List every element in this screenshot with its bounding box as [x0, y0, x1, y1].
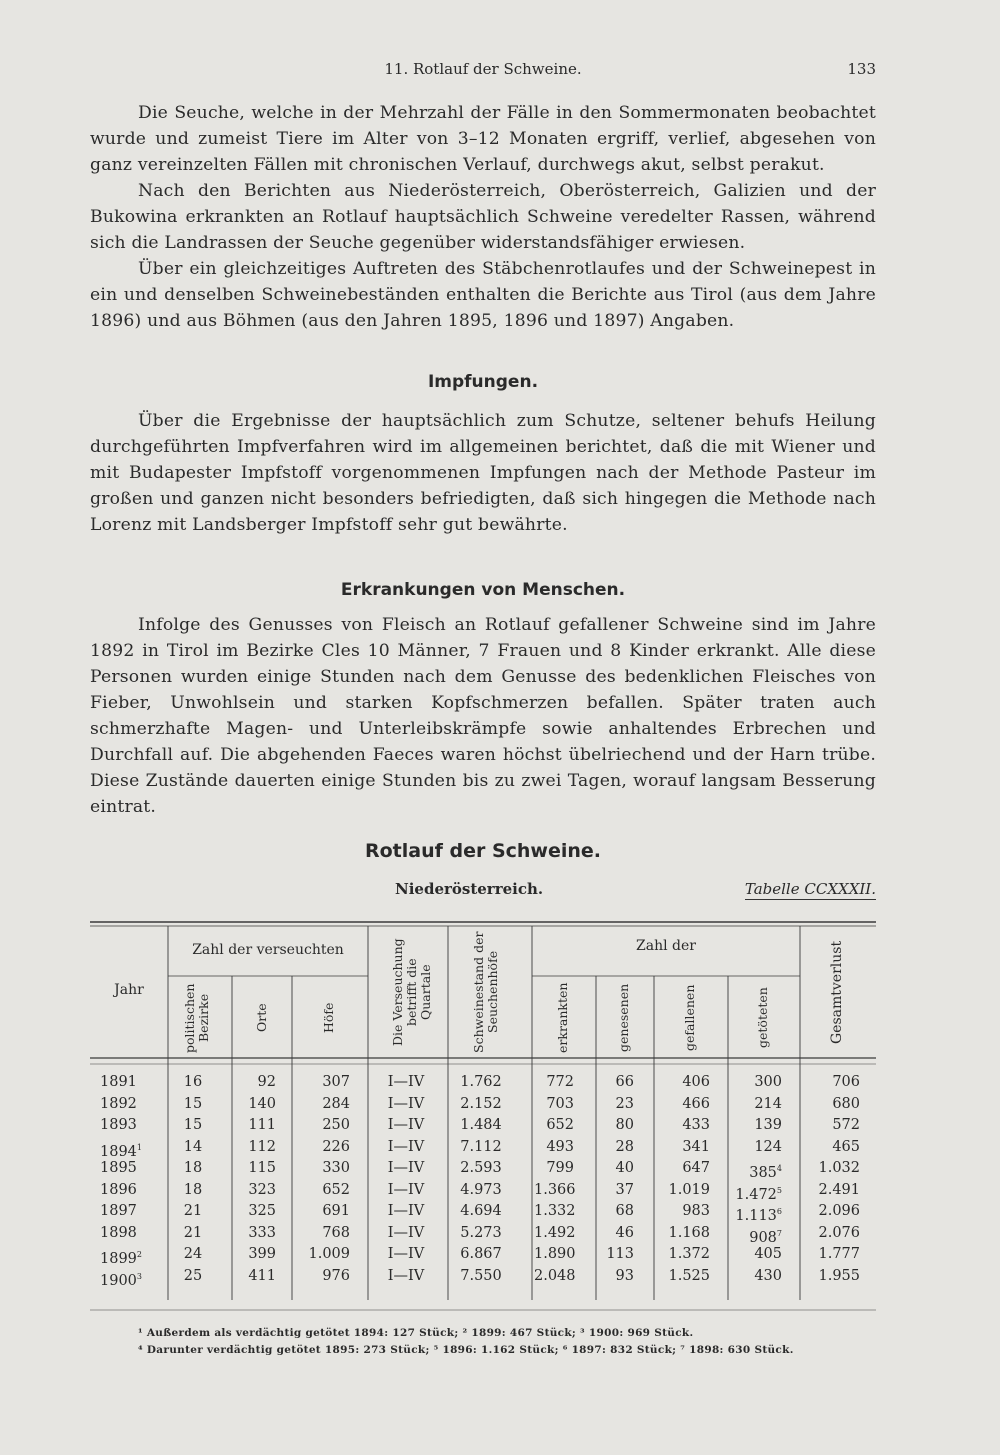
cell-value: I—IV: [387, 1246, 425, 1262]
table-cell-hoefe: [296, 1115, 350, 1136]
cell-value: 15: [183, 1095, 203, 1112]
table-cell-bez: [172, 1137, 214, 1158]
cell-value: 1895: [100, 1160, 137, 1176]
cell-value: 1891: [100, 1074, 137, 1090]
table-cell-ges: [802, 1158, 860, 1179]
table-cell-get: [730, 1266, 782, 1287]
table-cell-quart: [374, 1180, 438, 1201]
cell-value: 647: [682, 1160, 710, 1176]
table-cell-stand: [452, 1266, 510, 1287]
table-cell-get: [730, 1244, 782, 1265]
cell-value: 1.372: [668, 1246, 710, 1262]
cell-value: 37: [615, 1181, 634, 1198]
cell-value: 18: [183, 1160, 203, 1176]
table-cell-orte: [236, 1072, 276, 1093]
table-cell-ges: [802, 1180, 860, 1201]
cell-value: 1.762: [460, 1074, 502, 1090]
cell-value: 307: [322, 1074, 350, 1090]
cell-value: 139: [754, 1117, 782, 1133]
table-cell-gef: [656, 1180, 710, 1201]
footnote-marker: 4: [776, 1164, 782, 1173]
table-cell-jahr: [100, 1223, 160, 1244]
cell-value: 1899: [100, 1250, 137, 1267]
paragraph-erkrankungen: Infolge des Genusses von Fleisch an Rotlauf gefallener Schweine sind im Jahre 1892 in Tirol im Bezirke Cles 10 Männer, 7 Frauen und 8 Kinder erkrankt. Alle diese Personen wurden einige Stunden nach dem Genusse des bedenklichen Fleisches von Fieber, Unwohlsein und starken Kopfschmerzen befallen. Später traten auch schmerzhafte Magen- und Unterleibskrämpfe sowie anhaltendes Erbrechen und Durchfall auf. Die abgehenden Faeces waren höchst übelriechend und der Harn trübe. Diese Zustände dauerten einige Stunden bis zu zwei Tagen, worauf langsam Besserung eintrat.: [90, 615, 876, 817]
cell-value: 325: [248, 1203, 276, 1219]
table-cell-ges: [802, 1094, 860, 1115]
table-cell-jahr: [100, 1180, 160, 1201]
cell-value: 14: [183, 1138, 203, 1155]
table-cell-stand: [452, 1180, 510, 1201]
table-cell-bez: [172, 1223, 214, 1244]
cell-value: 466: [682, 1095, 710, 1112]
footnote-marker: 7: [776, 1228, 782, 1238]
cell-value: 2.152: [460, 1095, 502, 1112]
table-cell-ges: [802, 1223, 860, 1244]
cell-value: 1897: [100, 1203, 137, 1219]
table-cell-gen: [598, 1094, 634, 1115]
table-cell-bez: [172, 1115, 214, 1136]
heading-impfungen: Impfungen.: [427, 372, 539, 392]
table-cell-gen: [598, 1137, 634, 1158]
cell-value: 92: [257, 1074, 276, 1090]
header-orte: Orte: [254, 1003, 269, 1033]
table-cell-get: [730, 1201, 782, 1222]
table-cell-ges: [802, 1115, 860, 1136]
cell-value: 341: [682, 1138, 710, 1155]
cell-value: 493: [546, 1138, 574, 1155]
paragraph-berichten: Nach den Berichten aus Niederösterreich, Oberösterreich, Galizien und der Bukowina erkrankten an Rotlauf hauptsächlich Schweine veredelter Rassen, während sich die Landrassen der Seuche gegenüber widerstandsfähiger erwiesen.: [90, 181, 876, 253]
cell-value: 93: [615, 1267, 634, 1284]
table-cell-orte: [236, 1266, 276, 1287]
table-cell-get: [730, 1094, 782, 1115]
table-cell-ges: [802, 1072, 860, 1093]
table-cell-quart: [374, 1072, 438, 1093]
table-cell-erkr: [534, 1137, 574, 1158]
table-cell-bez: [172, 1158, 214, 1179]
cell-value: 1898: [100, 1224, 137, 1241]
table-cell-jahr: [100, 1137, 160, 1158]
table-cell-gef: [656, 1266, 710, 1287]
cell-value: 80: [615, 1117, 634, 1133]
table-cell-hoefe: [296, 1180, 350, 1201]
table-cell-jahr: [100, 1266, 160, 1287]
header-jahr: Jahr: [114, 982, 144, 998]
cell-value: I—IV: [387, 1117, 425, 1133]
paragraph-auftreten: Über ein gleichzeitiges Auftreten des Stäbchenrotlaufes und der Schweinepest in ein und denselben Schweinebeständen enthalten die Berichte aus Tirol (aus dem Jahre 1896) und aus Böhmen (aus den Jahren 1895, 1896 und 1897) Angaben.: [90, 259, 876, 331]
table-cell-bez: [172, 1094, 214, 1115]
cell-value: 24: [183, 1246, 203, 1262]
table-cell-hoefe: [296, 1072, 350, 1093]
table-cell-gef: [656, 1158, 710, 1179]
table-cell-erkr: [534, 1180, 574, 1201]
cell-value: 6.867: [460, 1246, 502, 1262]
cell-value: 124: [754, 1138, 782, 1155]
header-quartale: Die Verseuchung betrifft die Quartale: [390, 938, 433, 1046]
cell-value: 1.009: [308, 1246, 350, 1262]
cell-value: 1894: [100, 1143, 137, 1160]
cell-value: 333: [248, 1224, 276, 1241]
cell-value: 1.032: [818, 1160, 860, 1176]
heading-erkrankungen: Erkrankungen von Menschen.: [340, 580, 626, 600]
table-cell-bez: [172, 1180, 214, 1201]
table-cell-stand: [452, 1115, 510, 1136]
table-cell-jahr: [100, 1201, 160, 1222]
table-cell-gef: [656, 1072, 710, 1093]
cell-value: 430: [754, 1267, 782, 1284]
table-cell-erkr: [534, 1072, 574, 1093]
table-cell-gef: [656, 1094, 710, 1115]
table-cell-orte: [236, 1137, 276, 1158]
table-cell-gen: [598, 1180, 634, 1201]
table-cell-jahr: [100, 1244, 160, 1265]
table-title: Rotlauf der Schweine.: [364, 840, 602, 862]
table-cell-jahr: [100, 1072, 160, 1093]
cell-value: 140: [248, 1095, 276, 1112]
header-getoeteten: getöteten: [755, 987, 770, 1049]
footnotes: [138, 1325, 838, 1359]
footnote-marker: 1: [136, 1142, 142, 1152]
table-cell-get: [730, 1180, 782, 1201]
table-cell-get: [730, 1158, 782, 1179]
cell-value: 25: [183, 1267, 203, 1284]
cell-value: 46: [615, 1224, 634, 1241]
cell-value: 226: [322, 1138, 350, 1155]
table-cell-bez: [172, 1072, 214, 1093]
cell-value: 66: [615, 1074, 634, 1090]
cell-value: 7.112: [460, 1138, 502, 1155]
cell-value: 411: [248, 1267, 276, 1284]
header-zahl-verseuchten: Zahl der verseuchten: [192, 942, 344, 958]
cell-value: 300: [754, 1074, 782, 1090]
cell-value: 1.890: [534, 1246, 576, 1262]
table-cell-erkr: [534, 1266, 574, 1287]
cell-value: 2.076: [818, 1224, 860, 1241]
cell-value: 1.777: [818, 1246, 860, 1262]
cell-value: 323: [248, 1181, 276, 1198]
table-cell-erkr: [534, 1244, 574, 1265]
cell-value: 23: [615, 1095, 634, 1112]
table-cell-orte: [236, 1201, 276, 1222]
cell-value: 1.955: [818, 1267, 860, 1284]
table-cell-erkr: [534, 1094, 574, 1115]
cell-value: 385: [749, 1164, 777, 1181]
page-number: 133: [847, 60, 876, 78]
table-cell-gen: [598, 1115, 634, 1136]
cell-value: 1.168: [668, 1224, 710, 1241]
cell-value: 680: [832, 1095, 860, 1112]
table-cell-orte: [236, 1244, 276, 1265]
table-cell-gef: [656, 1137, 710, 1158]
table-cell-gef: [656, 1201, 710, 1222]
cell-value: 1.332: [534, 1203, 576, 1219]
cell-value: 976: [322, 1267, 350, 1284]
table-cell-hoefe: [296, 1158, 350, 1179]
cell-value: 1.019: [668, 1181, 710, 1198]
cell-value: 250: [322, 1117, 350, 1133]
table-cell-stand: [452, 1158, 510, 1179]
table-cell-quart: [374, 1223, 438, 1244]
cell-value: 16: [183, 1074, 203, 1090]
footnote-marker: 2: [136, 1250, 142, 1259]
table-cell-bez: [172, 1266, 214, 1287]
cell-value: 112: [248, 1138, 276, 1155]
header-gefallenen: gefallenen: [682, 984, 697, 1052]
cell-value: 799: [546, 1160, 574, 1176]
paragraph-seuche: Die Seuche, welche in der Mehrzahl der Fälle in den Sommermonaten beobachtet wurde und zumeist Tiere im Alter von 3–12 Monaten ergriff, verlief, abgesehen von ganz vereinzelten Fällen mit chronischen Verlauf, durchwegs akut, selbst perakut.: [90, 103, 876, 175]
header-politischen-bezirke: politischen Bezirke: [182, 983, 211, 1053]
cell-value: 1.366: [534, 1181, 576, 1198]
cell-value: 572: [832, 1117, 860, 1133]
table-cell-gen: [598, 1266, 634, 1287]
cell-value: 652: [546, 1117, 574, 1133]
footnote-marker: 5: [776, 1185, 782, 1195]
paragraph-impfungen: Über die Ergebnisse der hauptsächlich zum Schutze, seltener behufs Heilung durchgeführten Impfverfahren wird im allgemeinen berichtet, daß die mit Wiener und mit Budapester Impfstoff vorgenommenen Impfungen nach der Methode Pasteur im großen und ganzen nicht besonders befriedigten, daß sich hingegen die Methode nach Lorenz mit Landsberger Impfstoff sehr gut bewährte.: [90, 411, 876, 535]
cell-value: 5.273: [460, 1224, 502, 1241]
cell-value: I—IV: [387, 1074, 425, 1090]
cell-value: 768: [322, 1224, 350, 1241]
cell-value: 652: [322, 1181, 350, 1198]
cell-value: I—IV: [387, 1267, 425, 1284]
cell-value: 465: [832, 1138, 860, 1155]
header-erkrankten: erkrankten: [555, 982, 570, 1054]
table-cell-orte: [236, 1223, 276, 1244]
cell-value: I—IV: [387, 1160, 425, 1176]
header-genesenen: genesenen: [616, 983, 631, 1053]
table-cell-stand: [452, 1223, 510, 1244]
table-cell-stand: [452, 1201, 510, 1222]
cell-value: 2.593: [460, 1160, 502, 1176]
table-cell-stand: [452, 1094, 510, 1115]
table-cell-orte: [236, 1094, 276, 1115]
table-cell-ges: [802, 1201, 860, 1222]
table-cell-quart: [374, 1244, 438, 1265]
table-cell-quart: [374, 1266, 438, 1287]
cell-value: I—IV: [387, 1203, 425, 1219]
cell-value: 113: [606, 1246, 634, 1262]
table-cell-quart: [374, 1158, 438, 1179]
cell-value: 1.525: [668, 1267, 710, 1284]
table-cell-quart: [374, 1115, 438, 1136]
cell-value: 691: [322, 1203, 350, 1219]
table-cell-orte: [236, 1158, 276, 1179]
cell-value: 7.550: [460, 1267, 502, 1284]
cell-value: 2.048: [534, 1267, 576, 1284]
table-cell-erkr: [534, 1223, 574, 1244]
table-cell-quart: [374, 1201, 438, 1222]
table-cell-get: [730, 1223, 782, 1244]
cell-value: 21: [183, 1224, 203, 1241]
cell-value: 1893: [100, 1117, 137, 1133]
cell-value: I—IV: [387, 1138, 425, 1155]
cell-value: 1900: [100, 1272, 137, 1289]
table-cell-erkr: [534, 1201, 574, 1222]
cell-value: 21: [183, 1203, 203, 1219]
cell-value: 406: [682, 1074, 710, 1090]
cell-value: I—IV: [387, 1224, 425, 1241]
cell-value: 2.491: [818, 1181, 860, 1198]
cell-value: 703: [546, 1095, 574, 1112]
table-cell-ges: [802, 1244, 860, 1265]
table-cell-stand: [452, 1137, 510, 1158]
cell-value: 18: [183, 1181, 203, 1198]
table-cell-ges: [802, 1137, 860, 1158]
table-cell-jahr: [100, 1115, 160, 1136]
cell-value: 4.973: [460, 1181, 502, 1198]
table-label: Tabelle CCXXXII.: [744, 880, 876, 898]
cell-value: I—IV: [387, 1095, 425, 1112]
cell-value: 1.472: [735, 1186, 777, 1203]
cell-value: 399: [248, 1246, 276, 1262]
cell-value: I—IV: [387, 1181, 425, 1198]
table-cell-quart: [374, 1137, 438, 1158]
table-cell-jahr: [100, 1094, 160, 1115]
table-cell-jahr: [100, 1158, 160, 1179]
table-cell-stand: [452, 1072, 510, 1093]
cell-value: 2.096: [818, 1203, 860, 1219]
header-gesamtverlust: Gesamtverlust: [829, 940, 845, 1044]
table-cell-erkr: [534, 1115, 574, 1136]
table-cell-gen: [598, 1201, 634, 1222]
cell-value: 284: [322, 1095, 350, 1112]
cell-value: 983: [682, 1203, 710, 1219]
cell-value: 68: [615, 1203, 634, 1219]
cell-value: 772: [546, 1074, 574, 1090]
table-cell-stand: [452, 1244, 510, 1265]
table-cell-get: [730, 1072, 782, 1093]
table-cell-hoefe: [296, 1244, 350, 1265]
cell-value: 214: [754, 1095, 782, 1112]
cell-value: 4.694: [460, 1203, 502, 1219]
table-cell-quart: [374, 1094, 438, 1115]
cell-value: 1.484: [460, 1117, 502, 1133]
footnote-marker: 3: [136, 1271, 142, 1281]
table-cell-hoefe: [296, 1201, 350, 1222]
table-cell-bez: [172, 1201, 214, 1222]
header-hoefe: Höfe: [321, 1002, 336, 1034]
table-cell-orte: [236, 1115, 276, 1136]
running-header-title: 11. Rotlauf der Schweine.: [384, 60, 582, 78]
header-schweinestand: Schweinestand der Seuchenhöfe: [471, 931, 500, 1053]
cell-value: 111: [248, 1117, 276, 1133]
footnote-line-1: ¹ Außerdem als verdächtig getötet 1894: 127 Stück; ² 1899: 467 Stück; ³ 1900: 969 Stück.: [138, 1327, 694, 1339]
table-cell-gen: [598, 1223, 634, 1244]
cell-value: 1896: [100, 1181, 137, 1198]
table-cell-get: [730, 1137, 782, 1158]
cell-value: 1892: [100, 1095, 137, 1112]
cell-value: 706: [832, 1074, 860, 1090]
table-cell-hoefe: [296, 1266, 350, 1287]
header-zahl-der: Zahl der: [636, 938, 696, 954]
cell-value: 28: [615, 1138, 634, 1155]
cell-value: 40: [615, 1160, 634, 1176]
table-cell-gef: [656, 1115, 710, 1136]
table-cell-gen: [598, 1072, 634, 1093]
table-cell-gef: [656, 1244, 710, 1265]
cell-value: 908: [749, 1229, 777, 1246]
cell-value: 1.492: [534, 1224, 576, 1241]
cell-value: 330: [322, 1160, 350, 1176]
table-cell-hoefe: [296, 1137, 350, 1158]
table-cell-ges: [802, 1266, 860, 1287]
table-cell-get: [730, 1115, 782, 1136]
table-cell-gef: [656, 1223, 710, 1244]
table-cell-erkr: [534, 1158, 574, 1179]
cell-value: 405: [754, 1246, 782, 1262]
table-cell-hoefe: [296, 1223, 350, 1244]
footnote-marker: 6: [776, 1207, 782, 1216]
table-cell-bez: [172, 1244, 214, 1265]
cell-value: 433: [682, 1117, 710, 1133]
table-cell-gen: [598, 1244, 634, 1265]
cell-value: 15: [183, 1117, 203, 1133]
footnote-line-2: ⁴ Darunter verdächtig getötet 1895: 273 Stück; ⁵ 1896: 1.162 Stück; ⁶ 1897: 832 Stück; ⁷ 1898: 630 Stück.: [138, 1344, 794, 1356]
cell-value: 115: [248, 1160, 276, 1176]
table-cell-hoefe: [296, 1094, 350, 1115]
table-region: Niederösterreich.: [395, 880, 544, 898]
cell-value: 1.113: [735, 1207, 777, 1224]
table-cell-orte: [236, 1180, 276, 1201]
table-cell-gen: [598, 1158, 634, 1179]
